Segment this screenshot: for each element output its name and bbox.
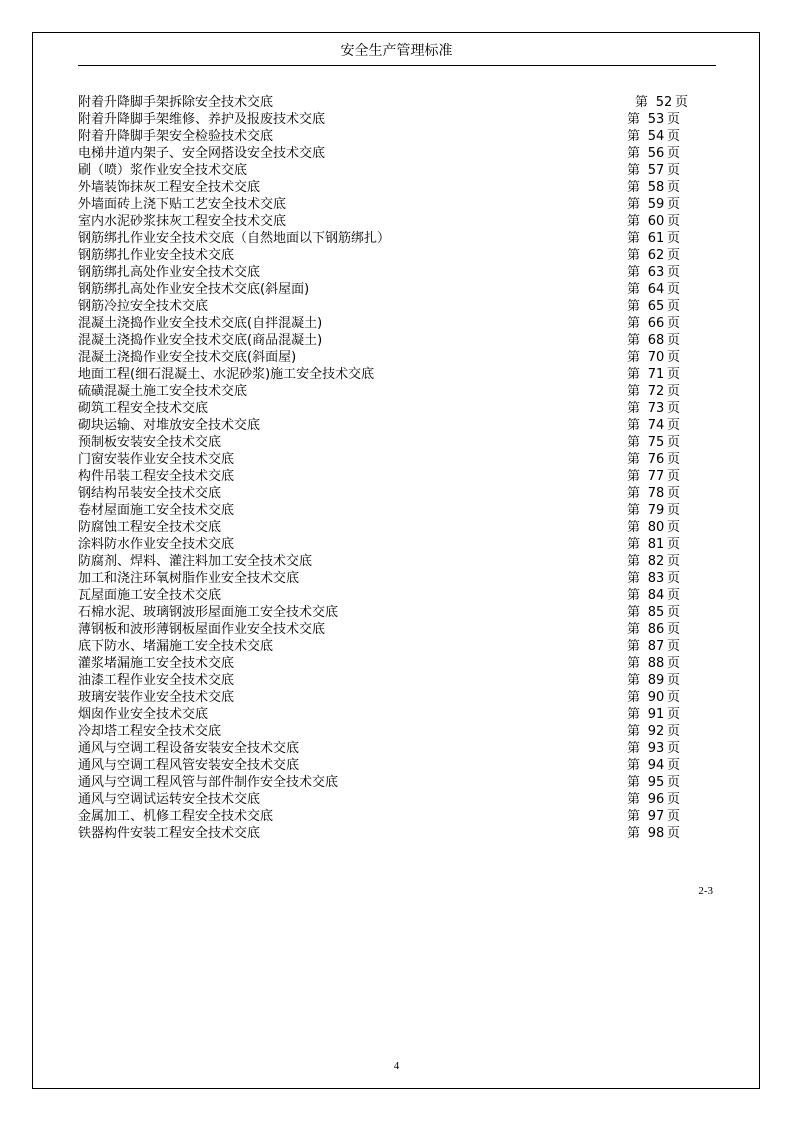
toc-page-prefix: 第 — [627, 724, 641, 739]
page-number: 4 — [393, 1060, 400, 1072]
toc-entry-title: 混凝土浇捣作业安全技术交底(商品混凝土) — [78, 333, 323, 348]
toc-entry-title: 灌浆堵漏施工安全技术交底 — [78, 656, 235, 671]
toc-entry — [78, 383, 698, 400]
toc-entry-title: 石棉水泥、玻璃钢波形屋面施工安全技术交底 — [78, 605, 339, 620]
toc-entry-title: 通风与空调工程风管安装安全技术交底 — [78, 758, 300, 773]
toc-entry-page — [627, 825, 680, 842]
toc-page-suffix: 页 — [667, 180, 681, 195]
toc-page-prefix: 第 — [627, 758, 641, 773]
toc-page-number: 64 — [647, 282, 665, 297]
toc-entry — [78, 468, 698, 485]
toc-entry — [78, 94, 698, 111]
toc-entry-title: 通风与空调工程风管与部件制作安全技术交底 — [78, 775, 339, 790]
toc-page-prefix: 第 — [627, 435, 641, 450]
toc-page-suffix: 页 — [667, 639, 681, 654]
toc-page-prefix: 第 — [627, 163, 641, 178]
toc-page-number: 89 — [647, 673, 665, 688]
toc-page-number: 87 — [647, 639, 665, 654]
toc-entry — [78, 434, 698, 451]
toc-entry — [78, 417, 698, 434]
toc-page-prefix: 第 — [627, 503, 641, 518]
toc-page-number: 58 — [647, 180, 665, 195]
toc-entry — [78, 723, 698, 740]
toc-page-suffix: 页 — [667, 112, 681, 127]
toc-page-prefix: 第 — [627, 469, 641, 484]
toc-entry — [78, 349, 698, 366]
toc-page-prefix: 第 — [627, 418, 641, 433]
toc-page-suffix: 页 — [667, 469, 681, 484]
toc-page-prefix: 第 — [627, 299, 641, 314]
toc-entry — [78, 655, 698, 672]
toc-page-prefix: 第 — [627, 452, 641, 467]
toc-entry-page — [627, 587, 680, 604]
toc-page-suffix: 页 — [667, 826, 681, 841]
toc-entry — [78, 536, 698, 553]
toc-entry-page — [627, 791, 680, 808]
toc-entry-title: 预制板安装安全技术交底 — [78, 435, 222, 450]
toc-page-prefix: 第 — [627, 605, 641, 620]
toc-page-number: 82 — [647, 554, 665, 569]
toc-entry-page — [627, 451, 680, 468]
toc-page-number: 91 — [647, 707, 665, 722]
table-of-contents — [78, 94, 698, 842]
toc-page-suffix: 页 — [667, 214, 681, 229]
toc-entry — [78, 179, 698, 196]
toc-entry-page — [635, 94, 688, 111]
toc-entry-page — [627, 281, 680, 298]
toc-page-number: 84 — [647, 588, 665, 603]
toc-page-prefix: 第 — [627, 571, 641, 586]
toc-page-number: 57 — [647, 163, 665, 178]
toc-page-prefix: 第 — [627, 707, 641, 722]
toc-entry — [78, 162, 698, 179]
toc-page-suffix: 页 — [667, 673, 681, 688]
toc-page-suffix: 页 — [667, 435, 681, 450]
toc-page-number: 79 — [647, 503, 665, 518]
toc-entry-title: 钢筋绑扎高处作业安全技术交底(斜屋面) — [78, 282, 310, 297]
toc-entry — [78, 553, 698, 570]
toc-entry-page — [627, 621, 680, 638]
toc-entry-page — [627, 723, 680, 740]
toc-page-number: 59 — [647, 197, 665, 212]
toc-page-prefix: 第 — [627, 316, 641, 331]
toc-entry — [78, 587, 698, 604]
toc-page-number: 73 — [647, 401, 665, 416]
toc-page-prefix: 第 — [627, 690, 641, 705]
toc-page-prefix: 第 — [627, 554, 641, 569]
toc-entry-title: 钢筋绑扎作业安全技术交底（自然地面以下钢筋绑扎） — [78, 231, 391, 246]
toc-entry-title: 冷却塔工程安全技术交底 — [78, 724, 222, 739]
toc-page-prefix: 第 — [627, 367, 641, 382]
toc-page-suffix: 页 — [667, 724, 681, 739]
toc-entry — [78, 706, 698, 723]
toc-page-suffix: 页 — [667, 707, 681, 722]
toc-page-number: 52 — [655, 95, 673, 110]
toc-page-prefix: 第 — [627, 248, 641, 263]
toc-entry-page — [627, 502, 680, 519]
toc-entry-page — [627, 689, 680, 706]
toc-page-number: 78 — [647, 486, 665, 501]
toc-page-suffix: 页 — [667, 537, 681, 552]
toc-page-prefix: 第 — [627, 146, 641, 161]
toc-page-suffix: 页 — [667, 231, 681, 246]
toc-page-prefix: 第 — [627, 197, 641, 212]
toc-entry — [78, 570, 698, 587]
toc-entry — [78, 145, 698, 162]
toc-entry-title: 电梯井道内架子、安全网搭设安全技术交底 — [78, 146, 326, 161]
toc-page-number: 95 — [647, 775, 665, 790]
toc-entry-page — [627, 315, 680, 332]
toc-page-number: 92 — [647, 724, 665, 739]
toc-entry-page — [627, 519, 680, 536]
toc-entry-title: 钢结构吊装安全技术交底 — [78, 486, 222, 501]
toc-entry-title: 钢筋绑扎高处作业安全技术交底 — [78, 265, 261, 280]
toc-entry-title: 混凝土浇捣作业安全技术交底(自拌混凝土) — [78, 316, 323, 331]
toc-page-prefix: 第 — [627, 792, 641, 807]
toc-entry-page — [627, 740, 680, 757]
toc-entry-page — [627, 485, 680, 502]
toc-page-prefix: 第 — [627, 775, 641, 790]
toc-page-number: 75 — [647, 435, 665, 450]
toc-page-prefix: 第 — [627, 265, 641, 280]
toc-entry-title: 瓦屋面施工安全技术交底 — [78, 588, 222, 603]
toc-entry-page — [627, 638, 680, 655]
toc-page-number: 54 — [647, 129, 665, 144]
toc-page-suffix: 页 — [667, 588, 681, 603]
toc-page-suffix: 页 — [667, 282, 681, 297]
toc-page-number: 62 — [647, 248, 665, 263]
toc-page-suffix: 页 — [667, 197, 681, 212]
toc-page-number: 70 — [647, 350, 665, 365]
toc-entry-page — [627, 655, 680, 672]
toc-entry — [78, 825, 698, 842]
toc-page-number: 68 — [647, 333, 665, 348]
toc-page-suffix: 页 — [667, 129, 681, 144]
toc-page-suffix: 页 — [675, 95, 689, 110]
toc-page-prefix: 第 — [627, 639, 641, 654]
toc-entry-page — [627, 230, 680, 247]
toc-entry-page — [627, 298, 680, 315]
toc-page-suffix: 页 — [667, 163, 681, 178]
toc-entry-page — [627, 417, 680, 434]
toc-page-suffix: 页 — [667, 316, 681, 331]
toc-entry-title: 硫磺混凝土施工安全技术交底 — [78, 384, 248, 399]
toc-page-prefix: 第 — [627, 520, 641, 535]
toc-entry-title: 卷材屋面施工安全技术交底 — [78, 503, 235, 518]
toc-page-number: 74 — [647, 418, 665, 433]
toc-entry — [78, 485, 698, 502]
toc-page-number: 66 — [647, 316, 665, 331]
toc-entry-page — [627, 349, 680, 366]
toc-entry-title: 通风与空调试运转安全技术交底 — [78, 792, 261, 807]
toc-entry-title: 附着升降脚手架安全检验技术交底 — [78, 129, 274, 144]
toc-entry — [78, 332, 698, 349]
toc-entry — [78, 213, 698, 230]
toc-entry-page — [627, 196, 680, 213]
toc-entry-title: 涂料防水作业安全技术交底 — [78, 537, 235, 552]
toc-entry-title: 门窗安装作业安全技术交底 — [78, 452, 235, 467]
toc-page-prefix: 第 — [627, 826, 641, 841]
toc-entry-title: 玻璃安装作业安全技术交底 — [78, 690, 235, 705]
toc-page-prefix: 第 — [635, 95, 649, 110]
toc-page-number: 63 — [647, 265, 665, 280]
toc-page-suffix: 页 — [667, 554, 681, 569]
toc-page-number: 88 — [647, 656, 665, 671]
toc-page-suffix: 页 — [667, 333, 681, 348]
toc-entry-page — [627, 247, 680, 264]
toc-entry-title: 铁器构件安装工程安全技术交底 — [78, 826, 261, 841]
toc-page-prefix: 第 — [627, 401, 641, 416]
toc-entry-page — [627, 264, 680, 281]
toc-entry-title: 防腐剂、焊料、灌注料加工安全技术交底 — [78, 554, 313, 569]
toc-entry — [78, 740, 698, 757]
toc-page-suffix: 页 — [667, 690, 681, 705]
toc-entry-title: 附着升降脚手架维修、养护及报废技术交底 — [78, 112, 326, 127]
toc-page-number: 61 — [647, 231, 665, 246]
toc-entry — [78, 400, 698, 417]
toc-entry-page — [627, 553, 680, 570]
toc-page-suffix: 页 — [667, 520, 681, 535]
toc-page-number: 94 — [647, 758, 665, 773]
toc-entry — [78, 519, 698, 536]
toc-entry — [78, 502, 698, 519]
toc-entry-title: 薄钢板和波形薄钢板屋面作业安全技术交底 — [78, 622, 326, 637]
toc-page-prefix: 第 — [627, 622, 641, 637]
toc-entry-title: 地面工程(细石混凝土、水泥砂浆)施工安全技术交底 — [78, 367, 375, 382]
toc-page-number: 98 — [647, 826, 665, 841]
toc-entry-title: 刷（喷）浆作业安全技术交底 — [78, 163, 248, 178]
toc-page-suffix: 页 — [667, 401, 681, 416]
toc-entry — [78, 791, 698, 808]
toc-page-suffix: 页 — [667, 384, 681, 399]
toc-entry — [78, 774, 698, 791]
toc-page-suffix: 页 — [667, 775, 681, 790]
toc-page-suffix: 页 — [667, 571, 681, 586]
toc-page-prefix: 第 — [627, 112, 641, 127]
toc-page-number: 97 — [647, 809, 665, 824]
toc-entry-title: 室内水泥砂浆抹灰工程安全技术交底 — [78, 214, 287, 229]
toc-page-prefix: 第 — [627, 180, 641, 195]
toc-entry-page — [627, 111, 680, 128]
toc-entry-title: 附着升降脚手架拆除安全技术交底 — [78, 95, 274, 110]
toc-entry — [78, 196, 698, 213]
toc-page-suffix: 页 — [667, 265, 681, 280]
toc-page-prefix: 第 — [627, 486, 641, 501]
toc-entry-title: 砌筑工程安全技术交底 — [78, 401, 209, 416]
toc-entry — [78, 128, 698, 145]
toc-page-suffix: 页 — [667, 622, 681, 637]
toc-page-prefix: 第 — [627, 537, 641, 552]
toc-entry-page — [627, 366, 680, 383]
toc-entry-title: 混凝土浇捣作业安全技术交底(斜面屋) — [78, 350, 297, 365]
toc-entry — [78, 672, 698, 689]
toc-page-number: 90 — [647, 690, 665, 705]
toc-entry-page — [627, 570, 680, 587]
toc-entry-title: 金属加工、机修工程安全技术交底 — [78, 809, 274, 824]
toc-entry — [78, 621, 698, 638]
toc-page-prefix: 第 — [627, 129, 641, 144]
section-code: 2-3 — [698, 885, 713, 897]
toc-page-suffix: 页 — [667, 809, 681, 824]
toc-entry-page — [627, 383, 680, 400]
toc-page-prefix: 第 — [627, 741, 641, 756]
toc-entry-title: 加工和浇注环氧树脂作业安全技术交底 — [78, 571, 300, 586]
toc-entry-title: 钢筋冷拉安全技术交底 — [78, 299, 209, 314]
toc-entry — [78, 298, 698, 315]
toc-page-number: 93 — [647, 741, 665, 756]
toc-page-number: 60 — [647, 214, 665, 229]
toc-page-number: 65 — [647, 299, 665, 314]
toc-entry-title: 烟囱作业安全技术交底 — [78, 707, 209, 722]
toc-entry-page — [627, 774, 680, 791]
toc-page-suffix: 页 — [667, 758, 681, 773]
toc-entry-page — [627, 179, 680, 196]
toc-entry-title: 通风与空调工程设备安装安全技术交底 — [78, 741, 300, 756]
toc-entry — [78, 111, 698, 128]
toc-entry-page — [627, 145, 680, 162]
toc-page-suffix: 页 — [667, 299, 681, 314]
toc-page-number: 77 — [647, 469, 665, 484]
toc-page-suffix: 页 — [667, 503, 681, 518]
toc-entry — [78, 808, 698, 825]
toc-entry-title: 油漆工程作业安全技术交底 — [78, 673, 235, 688]
toc-page-suffix: 页 — [667, 418, 681, 433]
toc-page-number: 83 — [647, 571, 665, 586]
toc-entry-page — [627, 332, 680, 349]
toc-entry-page — [627, 162, 680, 179]
toc-entry-title: 外墙面砖上浇下贴工艺安全技术交底 — [78, 197, 287, 212]
toc-page-suffix: 页 — [667, 741, 681, 756]
toc-entry-page — [627, 434, 680, 451]
toc-page-number: 71 — [647, 367, 665, 382]
toc-entry-title: 外墙装饰抹灰工程安全技术交底 — [78, 180, 261, 195]
toc-entry — [78, 638, 698, 655]
toc-entry — [78, 230, 698, 247]
toc-page-suffix: 页 — [667, 146, 681, 161]
toc-entry — [78, 315, 698, 332]
toc-entry — [78, 264, 698, 281]
toc-entry-title: 防腐蚀工程安全技术交底 — [78, 520, 222, 535]
toc-page-number: 80 — [647, 520, 665, 535]
toc-entry-page — [627, 213, 680, 230]
toc-page-prefix: 第 — [627, 384, 641, 399]
toc-entry — [78, 689, 698, 706]
toc-entry-page — [627, 604, 680, 621]
toc-page-suffix: 页 — [667, 350, 681, 365]
toc-page-prefix: 第 — [627, 214, 641, 229]
toc-page-number: 86 — [647, 622, 665, 637]
toc-page-number: 53 — [647, 112, 665, 127]
toc-entry — [78, 281, 698, 298]
toc-page-suffix: 页 — [667, 452, 681, 467]
toc-entry — [78, 366, 698, 383]
toc-entry-page — [627, 706, 680, 723]
toc-entry-title: 底下防水、堵漏施工安全技术交底 — [78, 639, 274, 654]
toc-entry-page — [627, 672, 680, 689]
toc-entry-page — [627, 808, 680, 825]
toc-page-number: 56 — [647, 146, 665, 161]
toc-entry — [78, 757, 698, 774]
toc-page-number: 81 — [647, 537, 665, 552]
toc-entry — [78, 451, 698, 468]
toc-page-number: 85 — [647, 605, 665, 620]
toc-page-prefix: 第 — [627, 282, 641, 297]
toc-entry-page — [627, 536, 680, 553]
toc-page-prefix: 第 — [627, 588, 641, 603]
toc-page-suffix: 页 — [667, 656, 681, 671]
toc-entry-title: 构件吊装工程安全技术交底 — [78, 469, 235, 484]
toc-entry-page — [627, 128, 680, 145]
toc-page-number: 96 — [647, 792, 665, 807]
toc-entry-page — [627, 757, 680, 774]
toc-page-suffix: 页 — [667, 367, 681, 382]
toc-page-prefix: 第 — [627, 231, 641, 246]
toc-page-suffix: 页 — [667, 605, 681, 620]
toc-page-suffix: 页 — [667, 486, 681, 501]
toc-page-prefix: 第 — [627, 809, 641, 824]
toc-entry-title: 砌块运输、对堆放安全技术交底 — [78, 418, 261, 433]
toc-page-prefix: 第 — [627, 350, 641, 365]
toc-page-number: 72 — [647, 384, 665, 399]
page-header-title: 安全生产管理标准 — [340, 43, 453, 59]
toc-entry-page — [627, 400, 680, 417]
toc-page-number: 76 — [647, 452, 665, 467]
toc-page-suffix: 页 — [667, 792, 681, 807]
toc-entry-page — [627, 468, 680, 485]
toc-page-suffix: 页 — [667, 248, 681, 263]
toc-entry-title: 钢筋绑扎作业安全技术交底 — [78, 248, 235, 263]
toc-page-prefix: 第 — [627, 333, 641, 348]
toc-page-prefix: 第 — [627, 656, 641, 671]
toc-entry — [78, 604, 698, 621]
toc-page-prefix: 第 — [627, 673, 641, 688]
toc-entry — [78, 247, 698, 264]
header-divider — [78, 65, 716, 66]
